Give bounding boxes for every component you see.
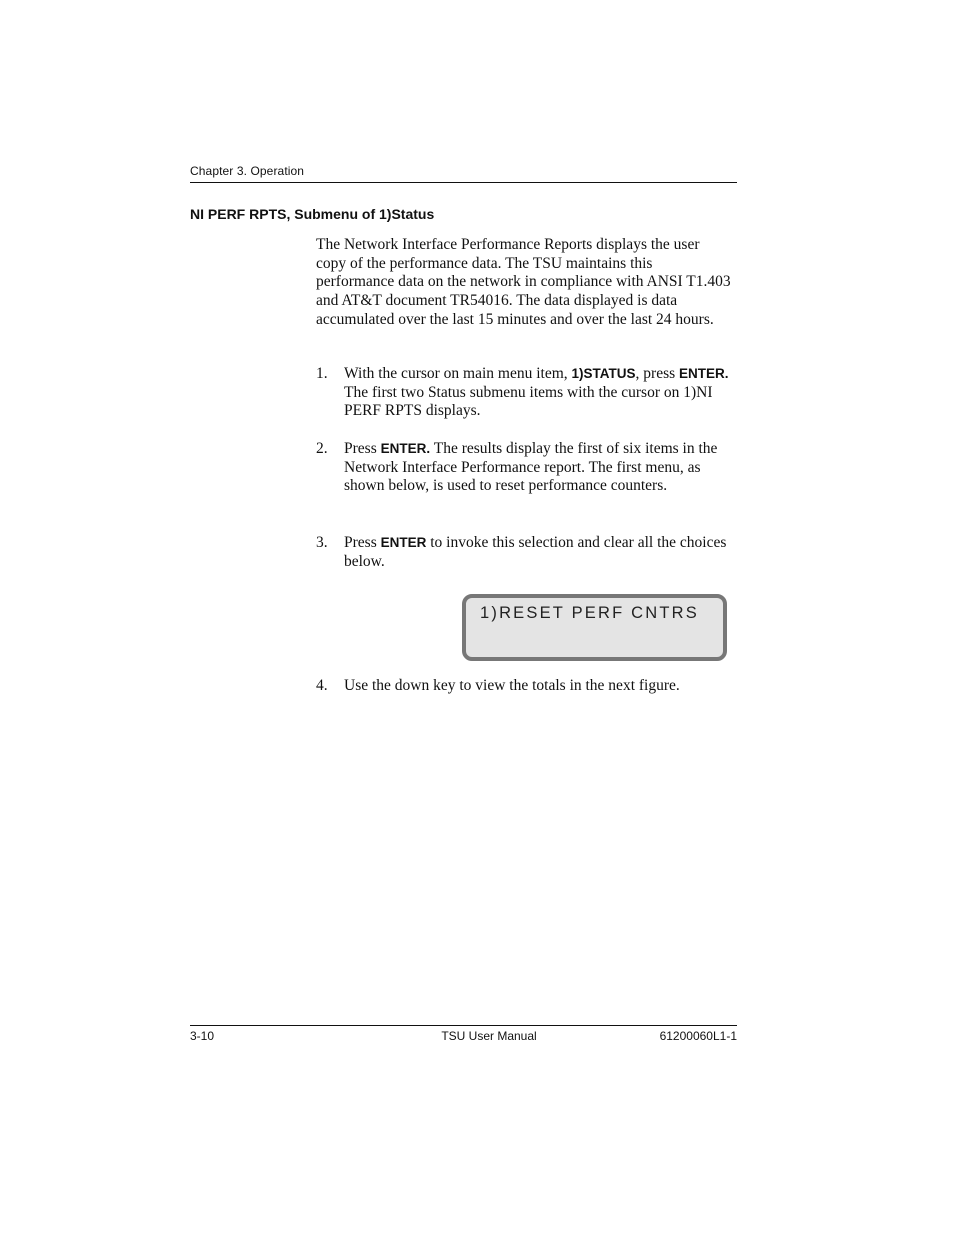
step-number: 4. (316, 677, 328, 694)
page-number: 3-10 (190, 1029, 215, 1043)
step-number: 3. (316, 534, 328, 551)
lcd-display (462, 594, 727, 661)
document-number: 61200060L1-1 (659, 1029, 737, 1043)
key-status: 1)STATUS (571, 366, 636, 381)
intro-paragraph: The Network Interface Performance Reports displays the user copy of the performance data. The TSU maintains this performance data on the network in compliance with ANSI T1.403 and AT&T document TR54016. The data displayed is data accumulated over the last 15 minutes and over the last 24 hours. (316, 236, 731, 328)
step-text: With the cursor on main menu item, 1)STATUS, press ENTER. The first two Status submenu items with the cursor on 1)NI PERF RPTS displays. (344, 365, 729, 420)
step-text: Press ENTER. The results display the first of six items in the Network Interface Performance report. The first menu, as shown below, is used to reset performance counters. (344, 440, 718, 495)
step-text: Use the down key to view the totals in the next figure. (344, 677, 680, 694)
header-rule (190, 182, 737, 183)
section-heading: NI PERF RPTS, Submenu of 1)Status (190, 206, 435, 222)
step-3 (316, 534, 732, 574)
chapter-label: Chapter 3. Operation (190, 164, 305, 178)
key-enter: ENTER. (380, 441, 431, 456)
step-number: 1. (316, 365, 328, 382)
manual-title: TSU User Manual (441, 1029, 537, 1043)
lcd-line-1: 1)RESET PERF CNTRS (480, 604, 699, 622)
step-text: Press ENTER to invoke this selection and clear all the choices below. (344, 534, 727, 570)
step-2 (316, 440, 732, 518)
footer-rule (190, 1025, 737, 1026)
step-1 (316, 365, 732, 425)
step-4 (316, 677, 732, 697)
key-enter: ENTER. (679, 366, 729, 381)
key-enter: ENTER (380, 535, 427, 550)
step-number: 2. (316, 440, 328, 457)
